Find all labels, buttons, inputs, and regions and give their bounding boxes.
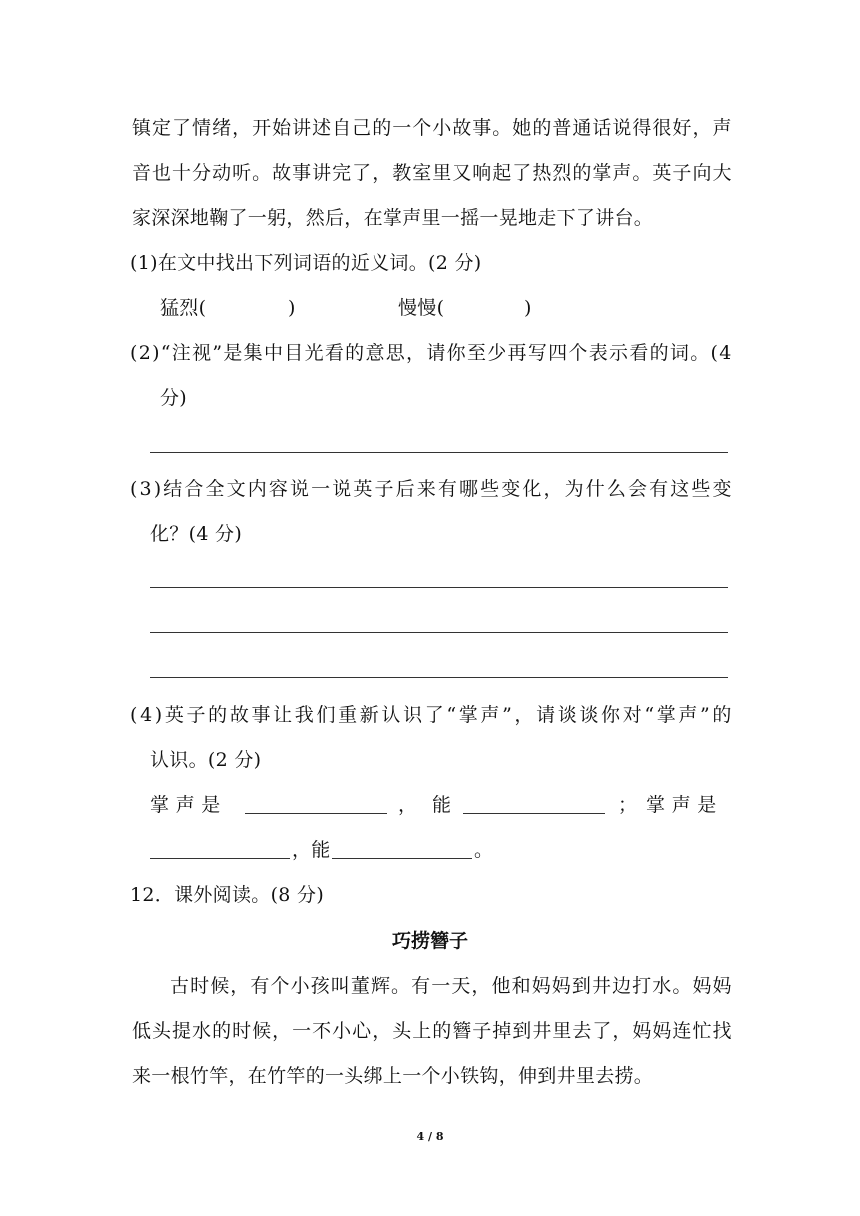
word-1-close: ) — [288, 297, 296, 319]
word-2-close: ) — [524, 297, 532, 319]
question-3-prompt: ( 3 ) 结 合 全 文 内 容 说 一 说 英 子 后 来 有 哪 些 变 化 ， 为 什 么 会 有 这 些 变 — [130, 478, 732, 500]
word-1: 猛烈( — [160, 297, 207, 319]
question-12-label: 12．课外阅读。(8 分) — [130, 884, 325, 906]
reading-line: 低 头 提 水 的 时 候 ， 一 不 小 心 ， 头 上 的 簪 子 掉 到 井 里 去 了 ， 妈 妈 连 忙 找 — [132, 1020, 732, 1042]
answer-line[interactable] — [150, 587, 728, 588]
answer-line[interactable] — [150, 677, 728, 678]
fill-text: 掌 声 是 — [150, 794, 221, 816]
question-2-prompt-cont: 分) — [160, 387, 188, 409]
fill-text: ； — [618, 794, 638, 816]
reading-line: 来一根竹竿，在竹竿的一头绑上一个小铁钩，伸到井里去捞。 — [132, 1065, 654, 1087]
fill-text: ，能 — [292, 839, 331, 861]
fill-text: 。 — [474, 839, 494, 861]
fill-blank[interactable] — [332, 838, 472, 859]
fill-text: 掌 声 是 — [646, 794, 717, 816]
question-3-prompt-cont: 化？(4 分) — [150, 523, 243, 545]
answer-line[interactable] — [150, 452, 728, 453]
question-4-prompt: ( 4 ) 英 子 的 故 事 让 我 们 重 新 认 识 了 “ 掌 声 ” ， 请 谈 谈 你 对 “ 掌 声 ” 的 — [130, 704, 732, 726]
fill-text: 能 — [432, 794, 452, 816]
question-1-prompt: (1)在文中找出下列词语的近义词。(2 分) — [130, 252, 482, 274]
question-2-prompt: ( 2 ) “ 注 视 ” 是 集 中 目 光 看 的 意 思 ， 请 你 至 少 再 写 四 个 表 示 看 的 词 。 ( 4 — [130, 342, 732, 364]
fill-blank[interactable] — [150, 838, 290, 859]
fill-blank[interactable] — [245, 793, 387, 814]
reading-title: 巧捞簪子 — [391, 930, 468, 952]
passage-line: 家深深地鞠了一躬，然后，在掌声里一摇一晃地走下了讲台。 — [132, 207, 654, 229]
answer-line[interactable] — [150, 632, 728, 633]
passage-line: 音 也 十 分 动 听 。 故 事 讲 完 了 ， 教 室 里 又 响 起 了 热 烈 的 掌 声 。 英 子 向 大 — [132, 162, 732, 184]
reading-line: 古 时 候 ， 有 个 小 孩 叫 董 辉 。 有 一 天 ， 他 和 妈 妈 到 井 边 打 水 。 妈 妈 — [170, 975, 732, 997]
word-2: 慢慢( — [398, 297, 445, 319]
fill-blank[interactable] — [463, 793, 605, 814]
question-4-prompt-cont: 认识。(2 分) — [150, 749, 262, 771]
passage-line: 镇 定 了 情 绪 ， 开 始 讲 述 自 己 的 一 个 小 故 事 。 她 的 普 通 话 说 得 很 好 ， 声 — [132, 117, 732, 139]
page-number: 4 / 8 — [416, 1130, 444, 1143]
fill-text: ， — [398, 794, 418, 816]
